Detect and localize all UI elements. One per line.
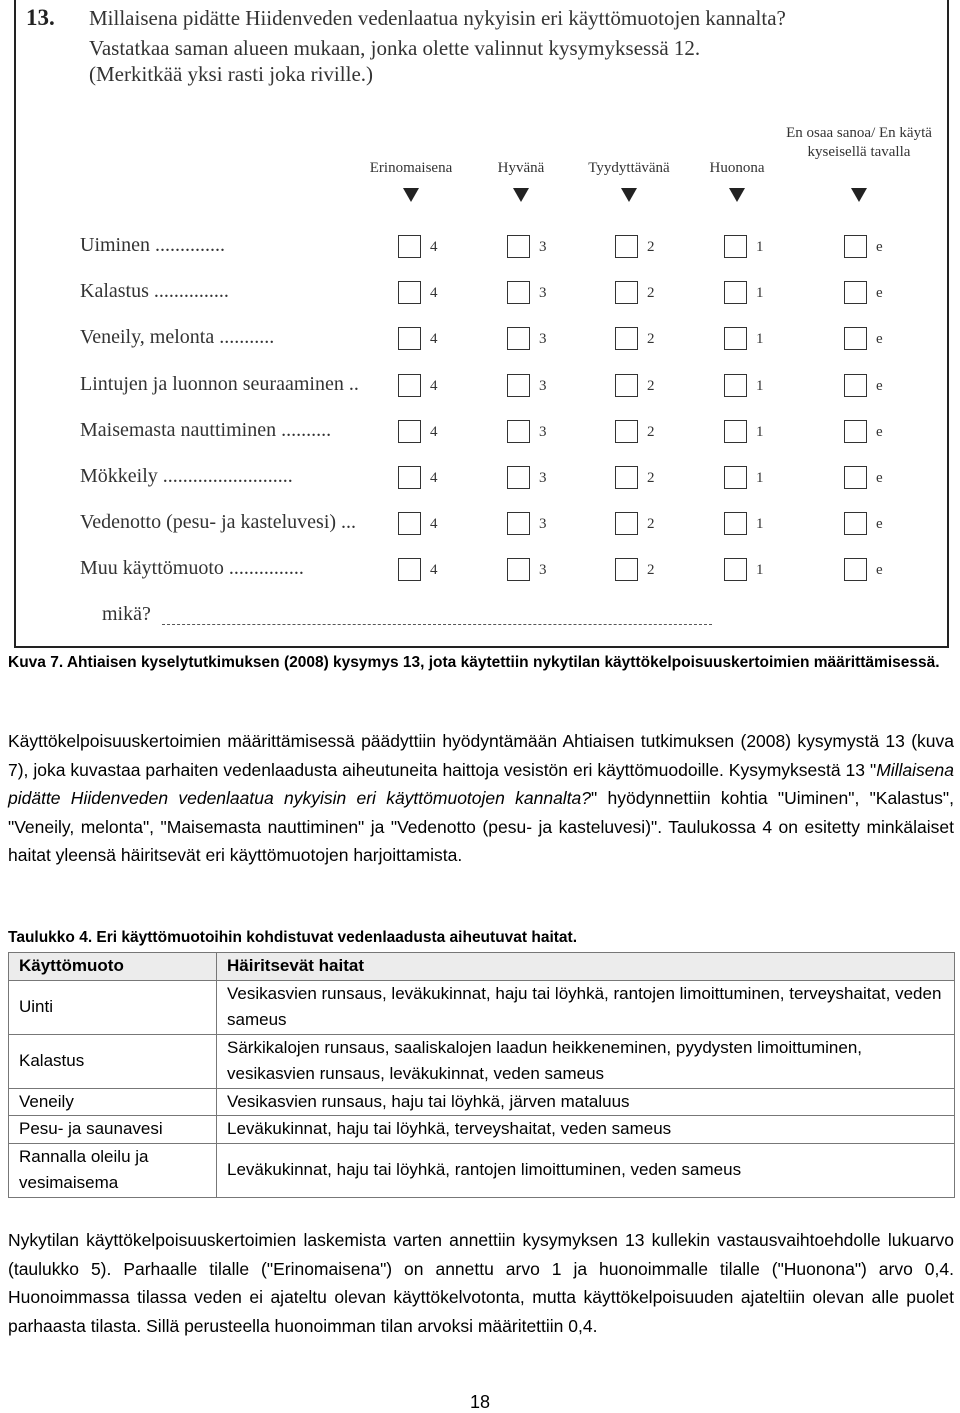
arrow-down-icon xyxy=(729,188,745,202)
checkbox xyxy=(398,281,421,304)
paragraph-values: Nykytilan käyttökelpoisuuskertoimien laskemista varten annettiin kysymyksen 13 kullekin vastausvaihtoehdolle lukuarvo (taulukko 5). Parhaalle tilalle ("Erinomaisena") on annettu arvo 1 ja huonoimmalle tilalle ("Huonona") arvo 0,4. Huonoimmassa tilassa veden ei ajateltu olevan käyttökelvotonta, mutta käyttökelpoisuuden ajateltiin olevan alle puolet parhaasta tilasta. Sillä perusteella huonoimman tilan arvoksi määritettiin 0,4. xyxy=(8,1230,954,1336)
table-cell-use: Rannalla oleilu ja vesimaisema xyxy=(9,1143,217,1197)
checkbox xyxy=(398,558,421,581)
option-code: e xyxy=(876,516,883,533)
option-code: 1 xyxy=(756,562,764,579)
checkbox xyxy=(398,235,421,258)
row-label: Maisemasta nauttiminen .......... xyxy=(80,418,332,441)
option-code: 3 xyxy=(539,239,547,255)
checkbox xyxy=(724,466,747,489)
checkbox xyxy=(844,512,867,535)
checkbox xyxy=(724,558,747,581)
option-code: 1 xyxy=(756,285,764,302)
checkbox xyxy=(615,235,638,258)
option-code: 2 xyxy=(647,377,655,394)
option-code: 3 xyxy=(539,562,547,579)
checkbox xyxy=(507,374,530,397)
checkbox xyxy=(615,558,638,581)
option-code: e xyxy=(876,423,883,440)
checkbox xyxy=(615,327,638,350)
table-header-use: Käyttömuoto xyxy=(9,953,217,981)
checkbox xyxy=(507,512,530,535)
table-row xyxy=(9,1116,955,1144)
arrow-down-icon xyxy=(851,188,867,202)
row-label: Veneily, melonta ........... xyxy=(80,326,275,349)
option-code: 2 xyxy=(647,470,655,486)
option-code: e xyxy=(876,562,883,579)
checkbox xyxy=(724,420,747,443)
option-code: e xyxy=(876,331,883,348)
checkbox xyxy=(507,420,530,443)
questionnaire-figure xyxy=(14,0,949,648)
table-header-row xyxy=(9,953,955,981)
option-code: 4 xyxy=(430,331,438,348)
checkbox xyxy=(844,327,867,350)
page-number: 18 xyxy=(469,1392,491,1412)
paragraph-quote: Millaisena pidätte Hiidenveden vedenlaatua nykyisin eri käyttömuotojen kannalta? xyxy=(8,759,954,809)
row-label: Muu käyttömuoto ............... xyxy=(80,557,304,580)
option-code: 3 xyxy=(539,470,547,486)
option-code: 1 xyxy=(756,239,764,255)
question-title: Millaisena pidätte Hiidenveden vedenlaatua nykyisin eri käyttömuotojen kannalta? xyxy=(89,6,786,30)
option-code: 1 xyxy=(756,423,764,440)
option-code: e xyxy=(876,470,883,486)
table-cell-harms: Leväkukinnat, haju tai löyhkä, rantojen limoittuminen, veden sameus xyxy=(217,1143,955,1197)
checkbox xyxy=(844,420,867,443)
option-code: 1 xyxy=(756,516,764,533)
option-code: 1 xyxy=(756,331,764,348)
table-row xyxy=(9,1143,955,1197)
option-code: 1 xyxy=(756,470,764,486)
option-code: 2 xyxy=(647,285,655,302)
row-label: Kalastus ............... xyxy=(80,280,229,303)
checkbox xyxy=(507,235,530,258)
checkbox xyxy=(844,558,867,581)
checkbox xyxy=(398,466,421,489)
option-code: 3 xyxy=(539,423,547,440)
checkbox xyxy=(507,281,530,304)
checkbox xyxy=(507,558,530,581)
option-code: 4 xyxy=(430,470,438,486)
option-code: 4 xyxy=(430,377,438,394)
table-row xyxy=(9,980,955,1034)
column-header-dont-know: En osaa sanoa/ En käytä kyseisellä tavalla xyxy=(786,125,932,160)
table-caption: Taulukko 4. Eri käyttömuotoihin kohdistuvat vedenlaadusta aiheutuvat haitat. xyxy=(8,929,578,946)
checkbox xyxy=(615,466,638,489)
option-code: 2 xyxy=(647,516,655,533)
checkbox xyxy=(398,420,421,443)
column-header-poor: Huonona xyxy=(709,160,765,176)
table-cell-harms: Vesikasvien runsaus, haju tai löyhkä, järven mataluus xyxy=(217,1088,955,1116)
row-label: Mökkeily .......................... xyxy=(80,465,293,487)
paragraph-intro xyxy=(8,727,954,870)
checkbox xyxy=(615,374,638,397)
row-label: Vedenotto (pesu- ja kasteluvesi) ... xyxy=(80,511,357,534)
option-code: 4 xyxy=(430,285,438,302)
checkbox xyxy=(398,374,421,397)
option-code: e xyxy=(876,285,883,302)
row-label: Uiminen .............. xyxy=(80,234,225,256)
option-code: 3 xyxy=(539,331,547,348)
option-code: 4 xyxy=(430,516,438,533)
checkbox xyxy=(507,466,530,489)
option-code: 4 xyxy=(430,562,438,579)
table-row xyxy=(9,1034,955,1088)
table-cell-use: Kalastus xyxy=(9,1034,217,1088)
column-header-satisfactory: Tyydyttävänä xyxy=(588,160,670,176)
checkbox xyxy=(615,420,638,443)
checkbox xyxy=(724,281,747,304)
other-prompt: mikä? xyxy=(102,603,151,625)
option-code: e xyxy=(876,239,883,255)
checkbox xyxy=(844,466,867,489)
option-code: e xyxy=(876,377,883,394)
column-header-excellent: Erinomaisena xyxy=(369,160,453,176)
checkbox xyxy=(844,281,867,304)
question-instruction: Vastatkaa saman alueen mukaan, jonka olette valinnut kysymyksessä 12. xyxy=(89,36,701,60)
option-code: 2 xyxy=(647,423,655,440)
figure-caption: Kuva 7. Ahtiaisen kyselytutkimuksen (2008) kysymys 13, jota käytettiin nykytilan käyttökelpoisuuskertoimien määrittämisessä. xyxy=(8,654,940,671)
checkbox xyxy=(844,235,867,258)
checkbox xyxy=(615,512,638,535)
checkbox xyxy=(724,374,747,397)
checkbox xyxy=(615,281,638,304)
option-code: 2 xyxy=(647,331,655,348)
checkbox xyxy=(507,327,530,350)
question-instruction-2: (Merkitkää yksi rasti joka riville.) xyxy=(89,62,374,86)
checkbox xyxy=(724,327,747,350)
checkbox xyxy=(398,327,421,350)
checkbox xyxy=(724,512,747,535)
harms-table xyxy=(8,952,955,1198)
option-code: 2 xyxy=(647,239,655,255)
option-code: 3 xyxy=(539,516,547,533)
table-header-harms: Häiritsevät haitat xyxy=(217,953,955,981)
column-header-good: Hyvänä xyxy=(497,160,545,176)
checkbox xyxy=(844,374,867,397)
arrow-down-icon xyxy=(513,188,529,202)
checkbox xyxy=(724,235,747,258)
table-cell-harms: Leväkukinnat, haju tai löyhkä, terveyshaitat, veden sameus xyxy=(217,1116,955,1144)
table-cell-harms: Vesikasvien runsaus, leväkukinnat, haju tai löyhkä, rantojen limoittuminen, terveyshaitat, veden sameus xyxy=(217,980,955,1034)
table-row xyxy=(9,1088,955,1116)
table-cell-use: Pesu- ja saunavesi xyxy=(9,1116,217,1144)
option-code: 4 xyxy=(430,239,438,255)
paragraph-text: " hyödynnettiin kohtia "Uiminen", "Kalastus", "Veneily, melonta", "Maisemasta nauttiminen" ja "Vedenotto (pesu- ja kasteluvesi)". Taulukossa 4 on esitetty minkälaiset haitat yleensä häiritsevät eri käyttömuotojen harjoittamista. xyxy=(8,788,954,866)
option-code: 3 xyxy=(539,285,547,302)
question-number: 13. xyxy=(26,5,55,30)
option-code: 1 xyxy=(756,377,764,394)
arrow-down-icon xyxy=(621,188,637,202)
paragraph-text: Käyttökelpoisuuskertoimien määrittämisessä päädyttiin hyödyntämään Ahtiaisen tutkimuksen (2008) kysymystä 13 (kuva 7), joka kuvastaa parhaiten vedenlaadusta aiheutuneita haittoja vesistön eri käyttömuodoille. Kysymyksestä 13 " xyxy=(8,731,954,780)
checkbox xyxy=(398,512,421,535)
table-cell-use: Uinti xyxy=(9,980,217,1034)
row-label: Lintujen ja luonnon seuraaminen .. xyxy=(80,372,359,395)
option-code: 2 xyxy=(647,562,655,579)
option-code: 4 xyxy=(430,423,438,440)
arrow-down-icon xyxy=(403,188,419,202)
answer-line xyxy=(162,624,712,625)
table-cell-use: Veneily xyxy=(9,1088,217,1116)
table-cell-harms: Särkikalojen runsaus, saaliskalojen laadun heikkeneminen, pyydysten limoittuminen, vesikasvien runsaus, leväkukinnat, veden sameus xyxy=(217,1034,955,1088)
option-code: 3 xyxy=(539,377,547,394)
